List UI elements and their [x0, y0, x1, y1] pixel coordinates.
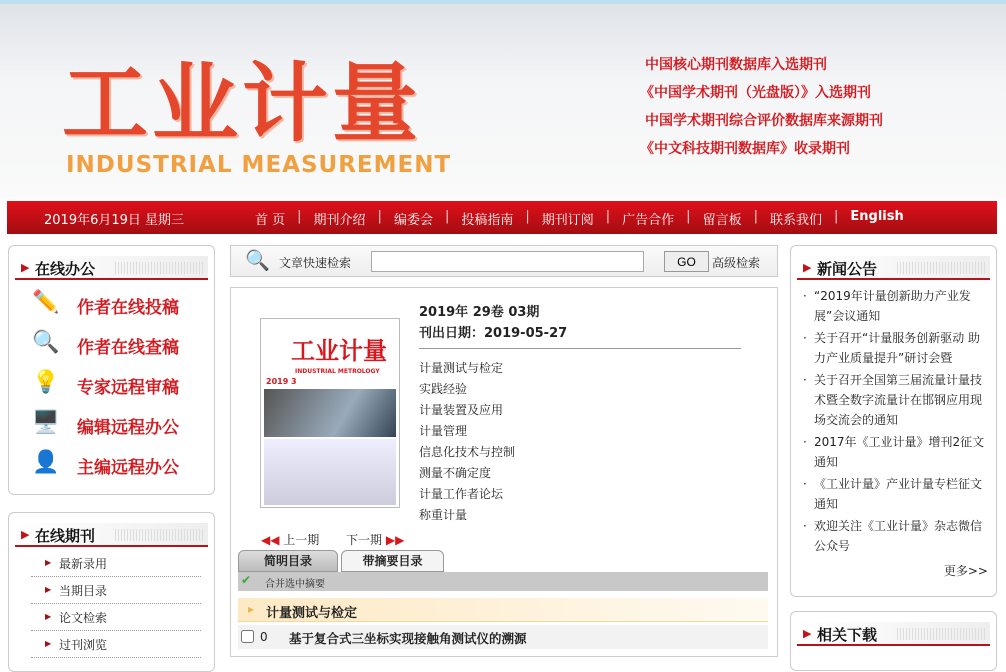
article-title-link[interactable]: 基于复合式三坐标实现接触角测试仪的溯源 [289, 631, 527, 646]
section-link[interactable]: 计量测试与检定 [419, 361, 504, 375]
nav-item[interactable]: 首 页 [255, 213, 286, 228]
nav-item[interactable]: 期刊介绍 [313, 213, 366, 228]
office-link[interactable]: 💡 专家远程审稿 [29, 370, 179, 400]
panel-title: 新闻公告 [817, 260, 878, 278]
main-nav [7, 201, 997, 234]
nav-item[interactable]: 编委会 [393, 213, 433, 228]
bullet-icon: · [803, 477, 807, 491]
news-item[interactable]: · 2017年《工业计量》增刊2征文通知 [803, 432, 986, 472]
bullet-icon: · [803, 435, 807, 449]
more-news-link[interactable]: 更多>> [943, 564, 988, 578]
advanced-search-link[interactable]: 高级检索 [712, 256, 761, 270]
journal-link[interactable]: ▶ 最新录用 [31, 550, 201, 577]
magnifier-globe-icon: 🔍 [32, 330, 60, 355]
computer-icon: 🖥️ [32, 410, 60, 435]
merge-bar [238, 572, 768, 591]
news-panel [790, 245, 997, 597]
section-link[interactable]: 称重计量 [419, 508, 468, 522]
downloads-panel [790, 611, 997, 671]
arrow-icon: ▶ [803, 627, 812, 640]
pencil-notebook-icon: ✏️ [32, 290, 60, 315]
search-magnifier-icon: 🔍 [245, 248, 270, 272]
double-left-arrow-icon: ◀◀ [261, 533, 280, 547]
journal-link[interactable]: ▶ 过刊浏览 [31, 631, 201, 658]
nav-separator: | [444, 209, 450, 224]
section-heading: ▸ 计量测试与检定 [238, 598, 768, 622]
journal-link[interactable]: ▶ 论文检索 [31, 604, 201, 631]
section-link[interactable]: 计量管理 [419, 424, 468, 438]
tab-brief-toc[interactable]: 简明目录 [238, 550, 338, 572]
user-book-icon: 👤 [32, 450, 60, 475]
triangle-icon: ▶ [45, 585, 52, 594]
current-date: 2019年6月19日 星期三 [44, 213, 185, 228]
office-link[interactable]: 🔍 作者在线查稿 [29, 330, 179, 360]
claim: 中国学术期刊综合评价数据库来源期刊 [645, 113, 883, 129]
triangle-icon: ▶ [45, 612, 52, 621]
checkmark-icon[interactable]: ✔ [241, 573, 252, 587]
office-link[interactable]: 👤 主编远程办公 [29, 450, 179, 480]
arrow-icon: ▶ [21, 528, 30, 541]
section-link[interactable]: 信息化技术与控制 [419, 445, 516, 459]
current-issue [230, 287, 778, 657]
bullet-icon: · [803, 519, 807, 533]
tab-abstract-toc[interactable]: 带摘要目录 [341, 550, 444, 572]
news-item[interactable]: · 《工业计量》产业计量专栏征文通知 [803, 474, 986, 514]
panel-title: 相关下载 [817, 626, 878, 644]
office-link[interactable]: ✏️ 作者在线投稿 [29, 290, 179, 320]
nav-item[interactable]: 广告合作 [622, 213, 675, 228]
nav-separator: | [833, 209, 839, 224]
nav-separator: | [525, 209, 530, 224]
bullet-icon: · [803, 289, 807, 303]
nav-item[interactable]: English [850, 209, 904, 224]
lamp-icon: 💡 [32, 370, 60, 395]
nav-separator: | [297, 209, 302, 224]
journal-link[interactable]: ▶ 当期目录 [31, 577, 201, 604]
section-link[interactable]: 计量工作者论坛 [419, 487, 504, 501]
bullet-icon: · [803, 373, 807, 387]
news-item[interactable]: · 关于召开全国第三届流量计量技术暨全数字流量计在邯钢应用现场交流会的通知 [803, 370, 986, 430]
claim: 中国核心期刊数据库入选期刊 [645, 57, 827, 73]
search-input[interactable] [371, 251, 644, 272]
online-office-panel [8, 245, 215, 495]
nav-item[interactable]: 留言板 [702, 213, 742, 228]
news-item[interactable]: · 关于召开“计量服务创新驱动 助力产业质量提升”研讨会暨 [803, 328, 986, 368]
merge-abstracts-button[interactable]: 合并选中摘要 [265, 579, 325, 590]
news-item[interactable]: · 欢迎关注《工业计量》杂志微信公众号 [803, 516, 986, 556]
logo-english: INDUSTRIAL MEASUREMENT [66, 152, 452, 178]
nav-item[interactable]: 联系我们 [769, 213, 822, 228]
office-link[interactable]: 🖥️ 编辑远程办公 [29, 410, 179, 440]
logo: 工业计量 [62, 54, 422, 154]
bullet-icon: · [803, 331, 807, 345]
nav-item[interactable]: 期刊订阅 [541, 213, 594, 228]
issue-title: 2019年 29卷 03期 [419, 305, 540, 320]
nav-separator: | [605, 209, 611, 224]
section-link[interactable]: 实践经验 [419, 382, 468, 396]
article-row: 0 基于复合式三坐标实现接触角测试仪的溯源 [238, 625, 768, 649]
search-label: 文章快速检索 [279, 256, 352, 270]
arrow-icon: ▸ [248, 602, 255, 616]
double-right-arrow-icon: ▶▶ [385, 533, 405, 547]
online-journal-panel [8, 512, 215, 672]
section-link[interactable]: 测量不确定度 [419, 466, 492, 480]
arrow-icon: ▶ [803, 261, 812, 274]
cover-image[interactable]: 工业计量 INDUSTRIAL METROLOGY 2019 3 [260, 318, 400, 508]
quick-search-bar [230, 245, 778, 277]
panel-title: 在线期刊 [35, 527, 96, 545]
arrow-icon: ▶ [21, 261, 30, 274]
triangle-icon: ▶ [45, 558, 52, 567]
header-banner [0, 0, 1006, 198]
right-column [790, 245, 997, 671]
news-item[interactable]: · “2019年计量创新助力产业发展”会议通知 [803, 286, 986, 326]
section-link[interactable]: 计量装置及应用 [419, 403, 504, 417]
article-checkbox[interactable] [241, 630, 254, 643]
prev-issue-link[interactable]: ◀◀ 上一期 [261, 533, 320, 547]
panel-title: 在线办公 [35, 260, 96, 278]
nav-separator: | [753, 209, 758, 224]
go-button[interactable]: GO [664, 251, 709, 272]
claim: 《中国学术期刊（光盘版）》入选期刊 [640, 85, 871, 101]
nav-separator: | [686, 209, 691, 224]
next-issue-link[interactable]: 下一期 ▶▶ [346, 533, 405, 547]
nav-item[interactable]: 投稿指南 [461, 213, 514, 228]
triangle-icon: ▶ [45, 639, 52, 648]
nav-separator: | [377, 209, 382, 224]
claim: 《中文科技期刊数据库》收录期刊 [640, 141, 850, 157]
issue-date: 刊出日期：2019-05-27 [419, 326, 568, 341]
